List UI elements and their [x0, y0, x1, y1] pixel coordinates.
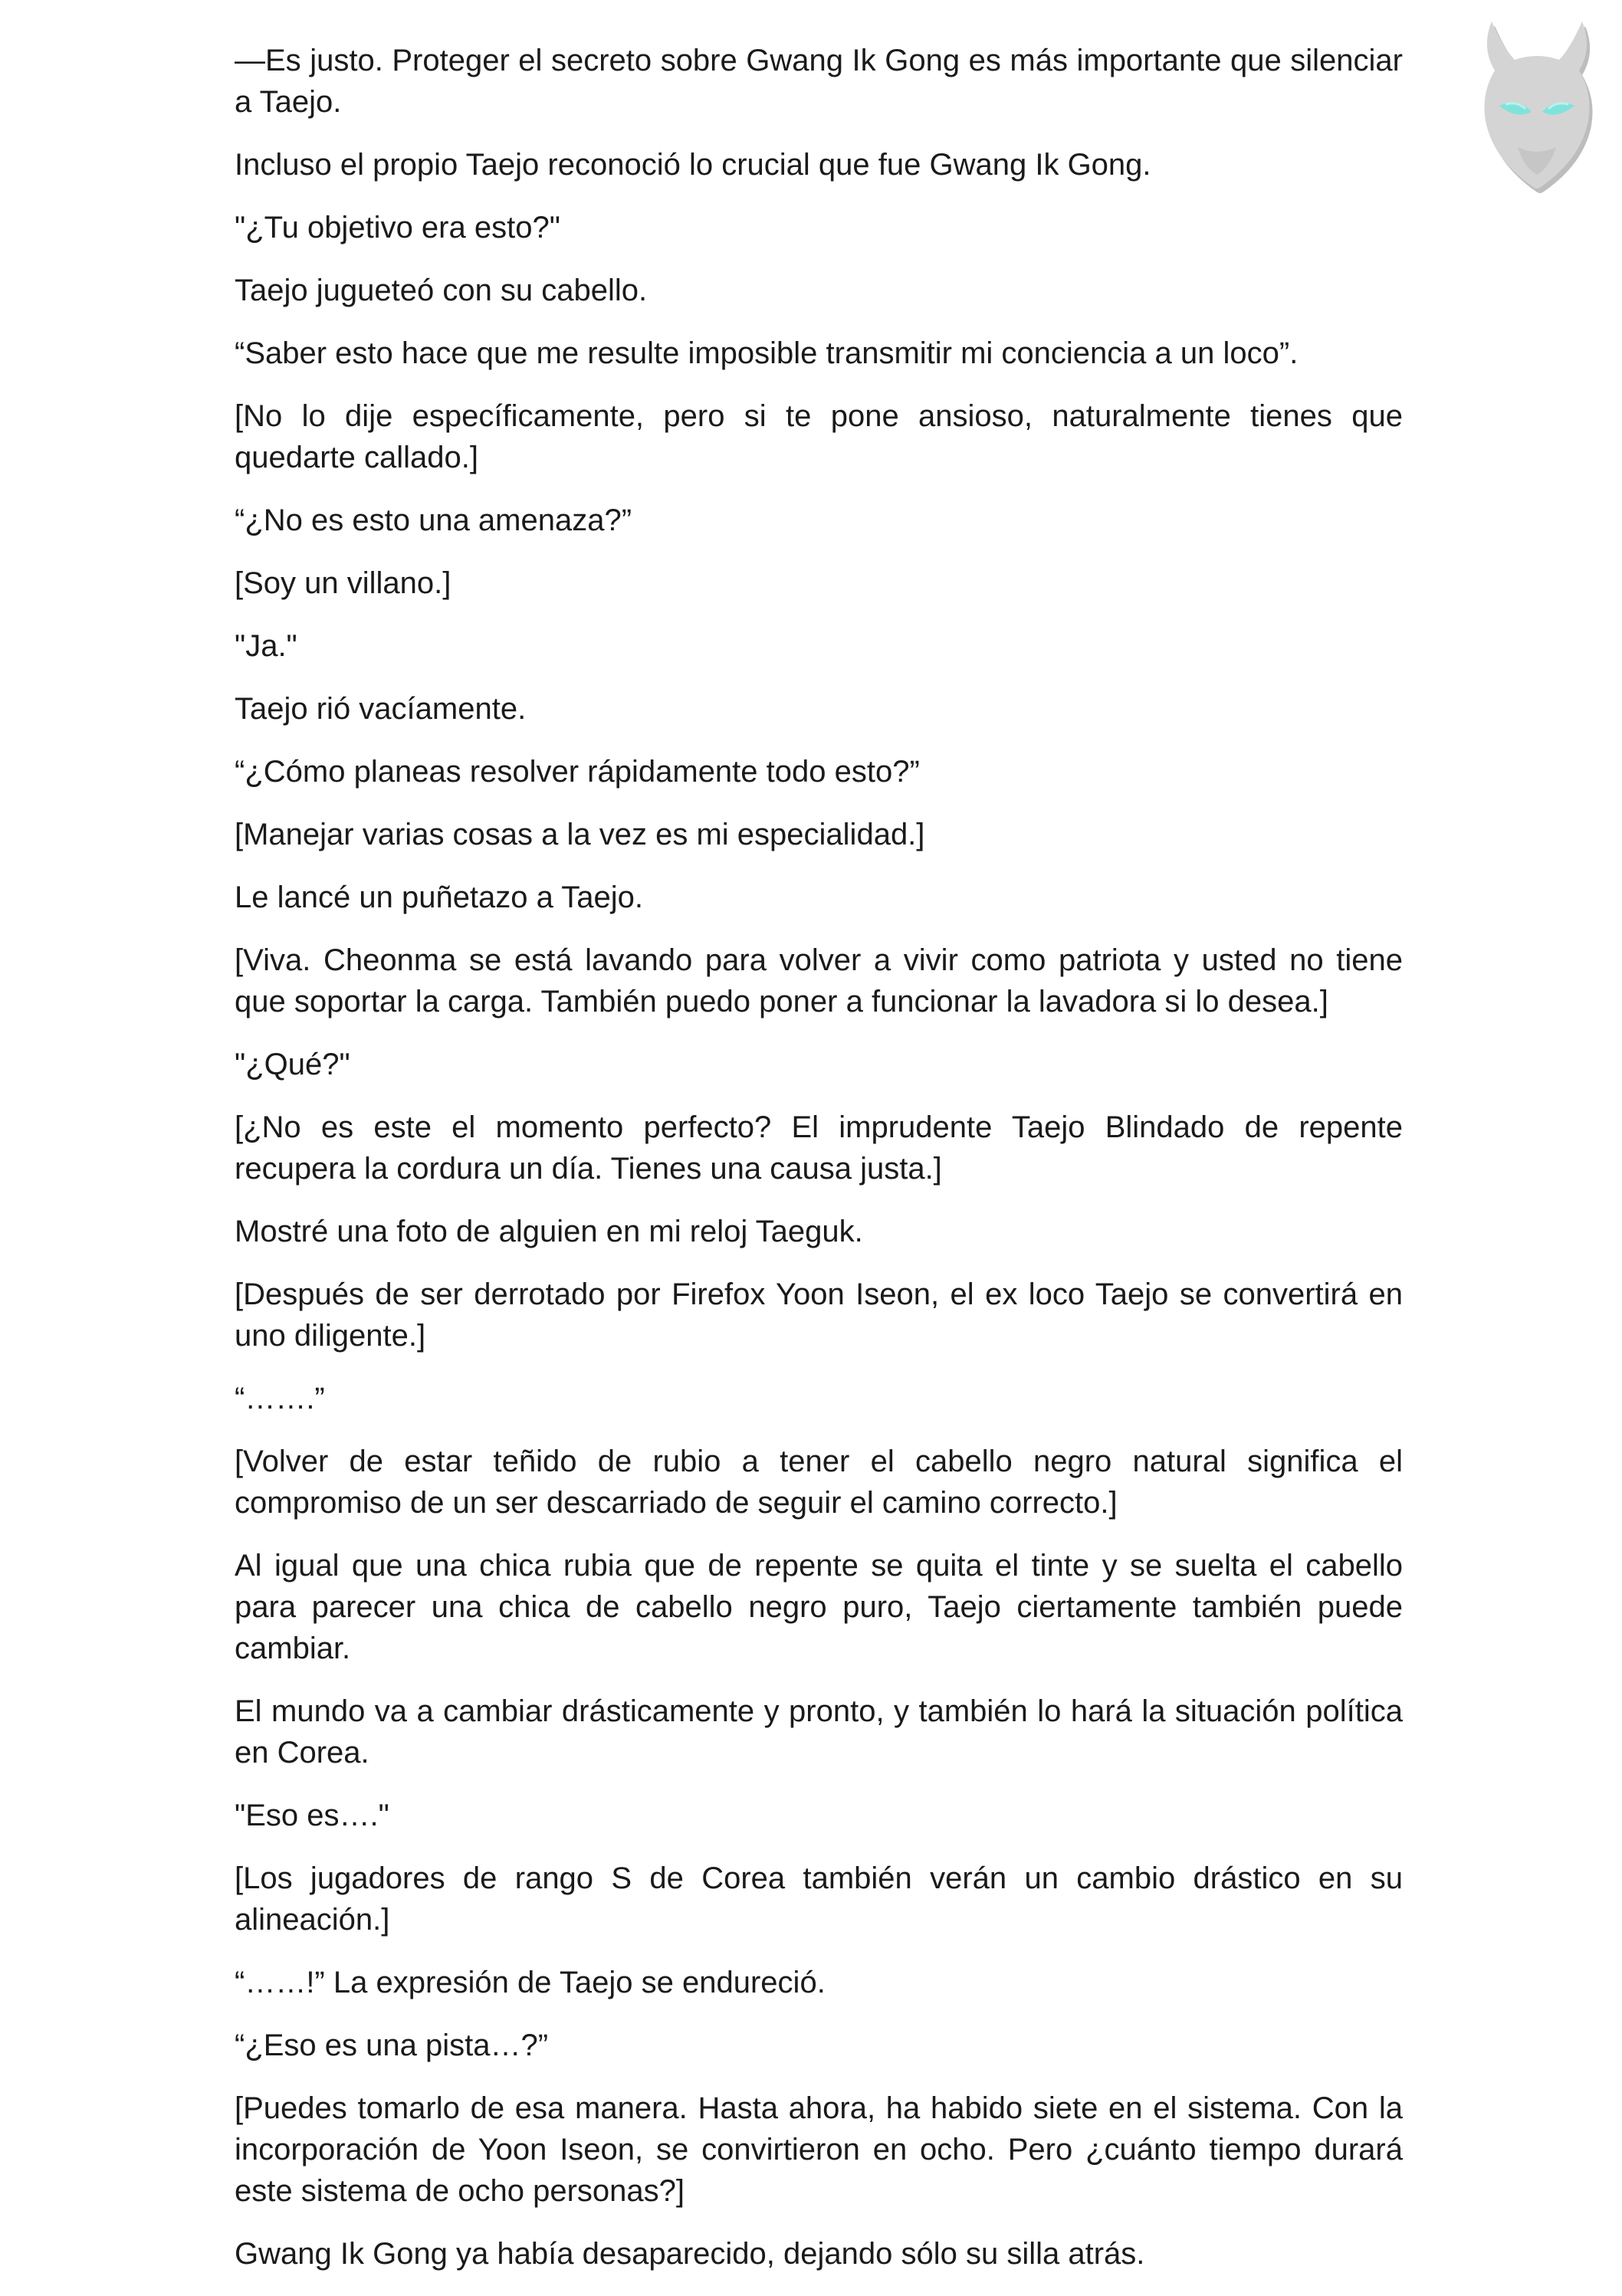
paragraph: “¿No es esto una amenaza?” [235, 503, 632, 537]
paragraph: Taejo rió vacíamente. [235, 692, 527, 726]
paragraph: Mostré una foto de alguien en mi reloj Taeguk. [235, 1215, 863, 1248]
paragraph: “¿Eso es una pista…?” [235, 2029, 549, 2062]
document-body [235, 40, 1403, 2296]
paragraph: [¿No es este el momento perfecto? El imprudente Taejo Blindado de repente recupera la cordura un día. Tienes una causa justa.] [235, 1110, 1403, 1186]
paragraph: [Volver de estar teñido de rubio a tener el cabello negro natural significa el compromiso de un ser descarriado de seguir el camino correcto.] [235, 1445, 1403, 1520]
paragraph: [Los jugadores de rango S de Corea también verán un cambio drástico en su alineación.] [235, 1861, 1403, 1937]
demon-head-logo-icon [1464, 17, 1610, 193]
paragraph: “…….” [235, 1382, 325, 1415]
paragraph: El mundo va a cambiar drásticamente y pronto, y también lo hará la situación política en Corea. [235, 1694, 1403, 1770]
paragraph: —Es justo. Proteger el secreto sobre Gwang Ik Gong es más importante que silenciar a Taejo. [235, 44, 1403, 119]
paragraph: [Soy un villano.] [235, 566, 451, 600]
paragraph: [Puedes tomarlo de esa manera. Hasta ahora, ha habido siete en el sistema. Con la incorporación de Yoon Iseon, se convirtieron en ocho. Pero ¿cuánto tiempo durará este sistema de ocho personas?] [235, 2091, 1403, 2208]
paragraph: "¿Tu objetivo era esto?" [235, 211, 560, 244]
paragraph: Gwang Ik Gong ya había desaparecido, dejando sólo su silla atrás. [235, 2237, 1145, 2271]
paragraph: "Eso es…." [235, 1799, 389, 1832]
paragraph: [No lo dije específicamente, pero si te pone ansioso, naturalmente tienes que quedarte callado.] [235, 399, 1403, 474]
paragraph: Taejo jugueteó con su cabello. [235, 274, 648, 307]
paragraph: Le lancé un puñetazo a Taejo. [235, 881, 644, 914]
paragraph: “¿Cómo planeas resolver rápidamente todo esto?” [235, 755, 920, 789]
paragraph: “Saber esto hace que me resulte imposible transmitir mi conciencia a un loco”. [235, 336, 1299, 370]
paragraph: “……!” La expresión de Taejo se endureció. [235, 1966, 826, 1999]
paragraph: [Manejar varias cosas a la vez es mi especialidad.] [235, 818, 925, 851]
paragraph: Al igual que una chica rubia que de repente se quita el tinte y se suelta el cabello para parecer una chica de cabello negro puro, Taejo ciertamente también puede cambiar. [235, 1549, 1403, 1665]
paragraph: "Ja." [235, 629, 297, 663]
paragraph: [Viva. Cheonma se está lavando para volver a vivir como patriota y usted no tiene que soportar la carga. También puedo poner a funcionar la lavadora si lo desea.] [235, 943, 1403, 1018]
paragraph: [Después de ser derrotado por Firefox Yoon Iseon, el ex loco Taejo se convertirá en uno diligente.] [235, 1278, 1403, 1353]
paragraph: "¿Qué?" [235, 1048, 350, 1081]
paragraph: Incluso el propio Taejo reconoció lo crucial que fue Gwang Ik Gong. [235, 148, 1151, 182]
